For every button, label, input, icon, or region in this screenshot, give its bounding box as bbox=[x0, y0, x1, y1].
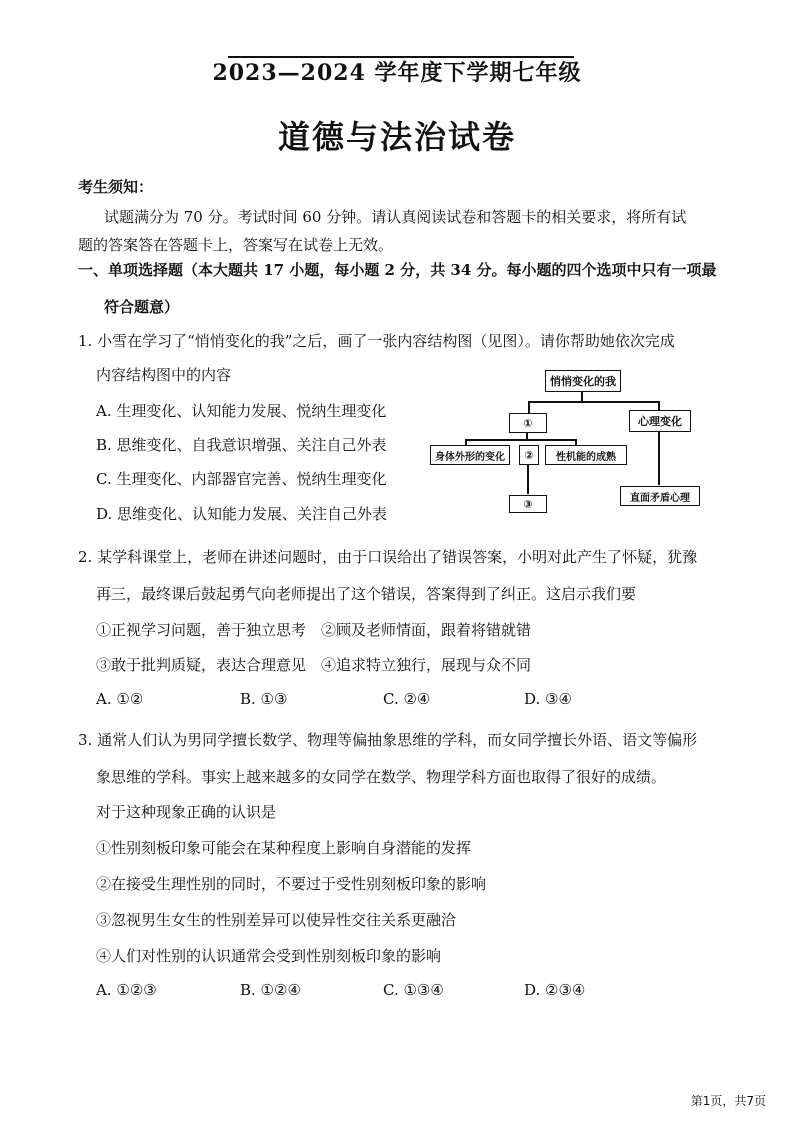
diagram-arrow bbox=[527, 464, 529, 494]
q2-choice-c: C. ②④ bbox=[383, 690, 431, 708]
section-1-heading: 一、单项选择题（本大题共 17 小题，每小题 2 分，共 34 分。每小题的四个选项中只有一项最 bbox=[78, 261, 717, 279]
notice-line-1: 试题满分为 70 分。考试时间 60 分钟。请认真阅读试卷和答题卡的相关要求，将所有试 bbox=[104, 208, 687, 226]
notice-heading: 考生须知： bbox=[78, 178, 154, 196]
diagram-contradiction-box: 直面矛盾心理 bbox=[620, 486, 700, 506]
diagram-connector bbox=[465, 439, 577, 441]
q3-stem: 3. 通常人们认为男同学擅长数学、物理等偏抽象思维的学科，而女同学擅长外语、语文等偏形 bbox=[78, 731, 698, 749]
diagram-arrow bbox=[658, 431, 660, 485]
q1-option-d: D. 思维变化、认知能力发展、关注自己外表 bbox=[96, 505, 388, 523]
diagram-connector bbox=[528, 401, 660, 403]
exam-title: 2023—2024 学年度下学期七年级 bbox=[212, 60, 582, 86]
q2-item-line-2: ③敢于批判质疑，表达合理意见 ④追求特立独行，展现与众不同 bbox=[96, 656, 532, 674]
exam-subject: 道德与法治试卷 bbox=[277, 118, 516, 156]
q3-choice-b: B. ①②④ bbox=[240, 981, 301, 999]
q3-item-3: ③忽视男生女生的性别差异可以使异性交往关系更融洽 bbox=[96, 911, 457, 929]
q2-stem: 2. 某学科课堂上，老师在讲述问题时，由于口误给出了错误答案，小明对此产生了怀疑，犹豫 bbox=[78, 548, 698, 566]
q2-choice-d: D. ③④ bbox=[524, 690, 572, 708]
q1-stem-cont: 内容结构图中的内容 bbox=[96, 366, 232, 384]
q3-item-4: ④人们对性别的认识通常会受到性别刻板印象的影响 bbox=[96, 947, 442, 965]
q3-choice-a: A. ①②③ bbox=[96, 981, 157, 999]
q2-choice-b: B. ①③ bbox=[240, 690, 288, 708]
diagram-blank-1-box: ① bbox=[509, 413, 547, 433]
q1-option-b: B. 思维变化、自我意识增强、关注自己外表 bbox=[96, 436, 387, 454]
diagram-sexual-box: 性机能的成熟 bbox=[545, 445, 627, 465]
diagram-blank-3-box: ③ bbox=[509, 495, 547, 513]
q3-choice-d: D. ②③④ bbox=[524, 981, 586, 999]
q3-choice-c: C. ①③④ bbox=[383, 981, 444, 999]
q3-item-2: ②在接受生理性别的同时，不要过于受性别刻板印象的影响 bbox=[96, 875, 487, 893]
q1-option-a: A. 生理变化、认知能力发展、悦纳生理变化 bbox=[96, 402, 387, 420]
q1-option-c: C. 生理变化、内部器官完善、悦纳生理变化 bbox=[96, 470, 387, 488]
q3-item-1: ①性别刻板印象可能会在某种程度上影响自身潜能的发挥 bbox=[96, 839, 472, 857]
q3-stem-cont: 象思维的学科。事实上越来越多的女同学在数学、物理学科方面也取得了很好的成绩。 bbox=[96, 768, 667, 786]
diagram-psych-box: 心理变化 bbox=[629, 410, 691, 432]
q2-choice-a: A. ①② bbox=[96, 690, 144, 708]
page-number: 第1页，共7页 bbox=[690, 1094, 766, 1108]
q2-item-line-1: ①正视学习问题，善于独立思考 ②顾及老师情面，跟着将错就错 bbox=[96, 621, 532, 639]
diagram-connector bbox=[528, 401, 530, 413]
notice-line-2: 题的答案答在答题卡上，答案写在试卷上无效。 bbox=[78, 236, 394, 254]
diagram-root-box: 悄悄变化的我 bbox=[545, 370, 621, 392]
diagram-body-shape-box: 身体外形的变化 bbox=[430, 445, 510, 465]
diagram-blank-2-box: ② bbox=[519, 445, 539, 465]
section-1-heading-cont: 符合题意） bbox=[104, 298, 180, 316]
q1-stem: 1. 小雪在学习了“悄悄变化的我”之后，画了一张内容结构图（见图）。请你帮助她依次完成 bbox=[78, 332, 675, 350]
q2-stem-cont: 再三，最终课后鼓起勇气向老师提出了这个错误，答案得到了纠正。这启示我们要 bbox=[96, 585, 637, 603]
q3-stem-question: 对于这种现象正确的认识是 bbox=[96, 803, 277, 821]
